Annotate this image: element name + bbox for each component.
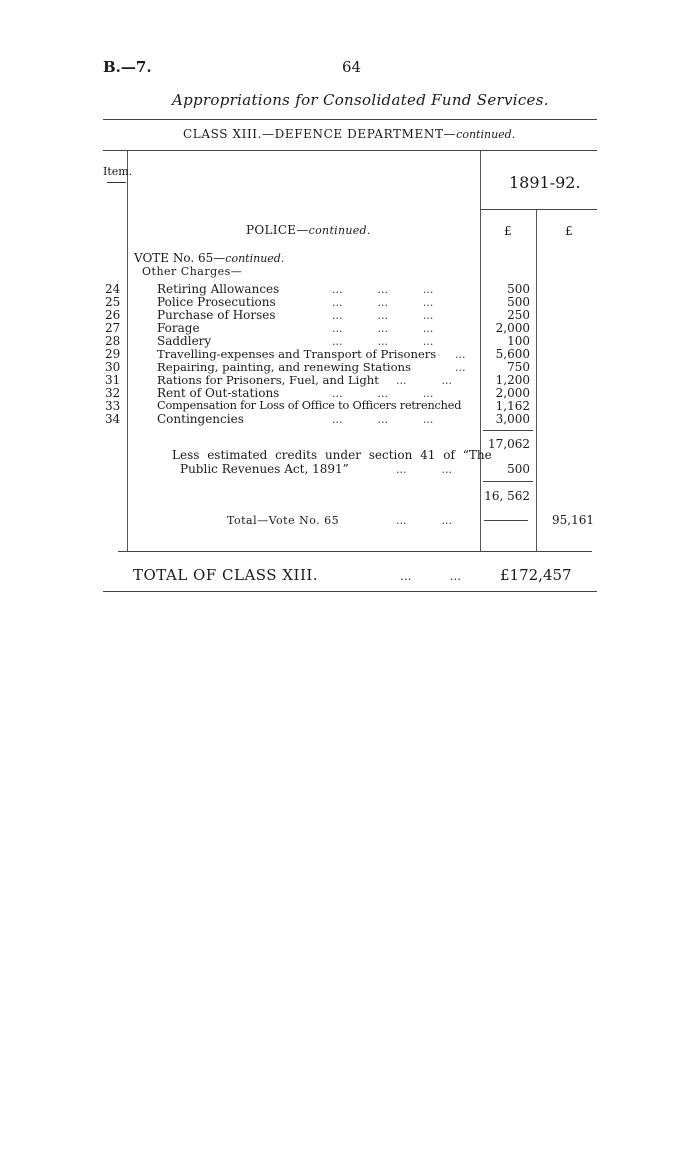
leader-dots: ... ...: [396, 514, 452, 527]
item-amount: 1,162: [495, 399, 530, 413]
item-number: 34: [105, 412, 121, 426]
year-underline: [480, 209, 597, 210]
leader-dots: ...: [455, 361, 466, 374]
document-reference: B.—7.: [103, 58, 152, 76]
item-header-rule: [107, 182, 126, 183]
item-number: 31: [105, 373, 121, 387]
subtotal-amount: 17,062: [488, 437, 530, 451]
item-label: Forage: [157, 321, 200, 335]
net-amount: 16, 562: [484, 489, 530, 503]
leader-dots: ... ...: [396, 374, 452, 387]
leader-dots: ... ... ...: [332, 413, 434, 426]
credits-amount: 500: [507, 462, 530, 476]
class-heading-main: CLASS XIII.—DEFENCE DEPARTMENT—: [183, 127, 457, 141]
item-label: Purchase of Horses: [157, 308, 276, 322]
class-heading-continued: continued.: [456, 128, 516, 141]
item-label: Compensation for Loss of Office to Officers retrenched: [157, 399, 462, 412]
subtotal-rule: [483, 430, 533, 431]
leader-dots: ... ...: [400, 569, 462, 583]
vote-heading-main: VOTE No. 65—: [134, 251, 226, 265]
vote-heading: [134, 251, 284, 265]
financial-year-heading: 1891-92.: [509, 173, 581, 192]
leader-dots: ... ... ...: [332, 309, 434, 322]
class-total-label: TOTAL OF CLASS XIII.: [133, 566, 319, 584]
class-total-amount: £172,457: [500, 566, 572, 584]
leader-dots: ... ... ...: [332, 283, 434, 296]
item-number: 26: [105, 308, 121, 322]
currency-symbol-totals: £: [565, 224, 573, 238]
leader-dots: ... ... ...: [332, 322, 434, 335]
item-amount: 1,200: [495, 373, 530, 387]
class-heading: [183, 127, 515, 141]
net-rule: [483, 481, 533, 482]
page-number: 64: [342, 58, 362, 76]
item-amount: 2,000: [495, 386, 530, 400]
item-label: Contingencies: [157, 412, 244, 426]
item-number: 33: [105, 399, 121, 413]
credits-description: Less estimated credits under section 41 of “The: [172, 448, 492, 462]
item-column-header: Item.: [103, 165, 133, 178]
table-top-rule: [103, 150, 597, 151]
total-vote-amount: 95,161: [552, 513, 594, 527]
leader-dots: ... ... ...: [332, 296, 434, 309]
total-vote-dash: [484, 520, 528, 521]
currency-symbol-items: £: [504, 224, 512, 238]
subheading-other-charges: Other Charges—: [142, 265, 243, 278]
total-vote-label: Total—Vote No. 65: [227, 514, 340, 527]
item-amount: 500: [507, 295, 530, 309]
item-label: Repairing, painting, and renewing Stations: [157, 360, 411, 374]
item-label: Travelling-expenses and Transport of Prisoners: [157, 347, 437, 361]
item-label: Rent of Out-stations: [157, 386, 280, 400]
leader-dots: ... ...: [396, 463, 452, 476]
item-column-divider: [127, 151, 128, 551]
class-total-rule: [103, 591, 597, 592]
page-title: Appropriations for Consolidated Fund Services.: [172, 91, 549, 109]
section-heading-continued: continued.: [308, 224, 371, 237]
table-bottom-rule: [118, 551, 592, 552]
item-number: 29: [105, 347, 121, 361]
item-amount: 250: [507, 308, 530, 322]
section-heading: [246, 223, 371, 237]
item-number: 30: [105, 360, 121, 374]
section-heading-main: POLICE—: [246, 223, 309, 237]
item-amount: 750: [507, 360, 530, 374]
leader-dots: ... ... ...: [332, 335, 434, 348]
item-number: 25: [105, 295, 121, 309]
item-number: 28: [105, 334, 121, 348]
item-amount: 500: [507, 282, 530, 296]
item-amount: 5,600: [495, 347, 530, 361]
top-rule: [103, 119, 597, 120]
item-label: Retiring Allowances: [157, 282, 280, 296]
item-number: 27: [105, 321, 121, 335]
item-amount: 2,000: [495, 321, 530, 335]
leader-dots: ...: [455, 348, 466, 361]
item-label: Police Prosecutions: [157, 295, 276, 309]
item-amount: 3,000: [495, 412, 530, 426]
total-column-divider: [536, 210, 537, 551]
leader-dots: ... ... ...: [332, 387, 434, 400]
item-label: Saddlery: [157, 334, 212, 348]
vote-heading-continued: continued.: [225, 252, 285, 265]
item-amount: 100: [507, 334, 530, 348]
credits-description-cont: Public Revenues Act, 1891”: [180, 462, 349, 476]
item-number: 32: [105, 386, 121, 400]
item-label: Rations for Prisoners, Fuel, and Light: [157, 373, 379, 387]
item-number: 24: [105, 282, 121, 296]
